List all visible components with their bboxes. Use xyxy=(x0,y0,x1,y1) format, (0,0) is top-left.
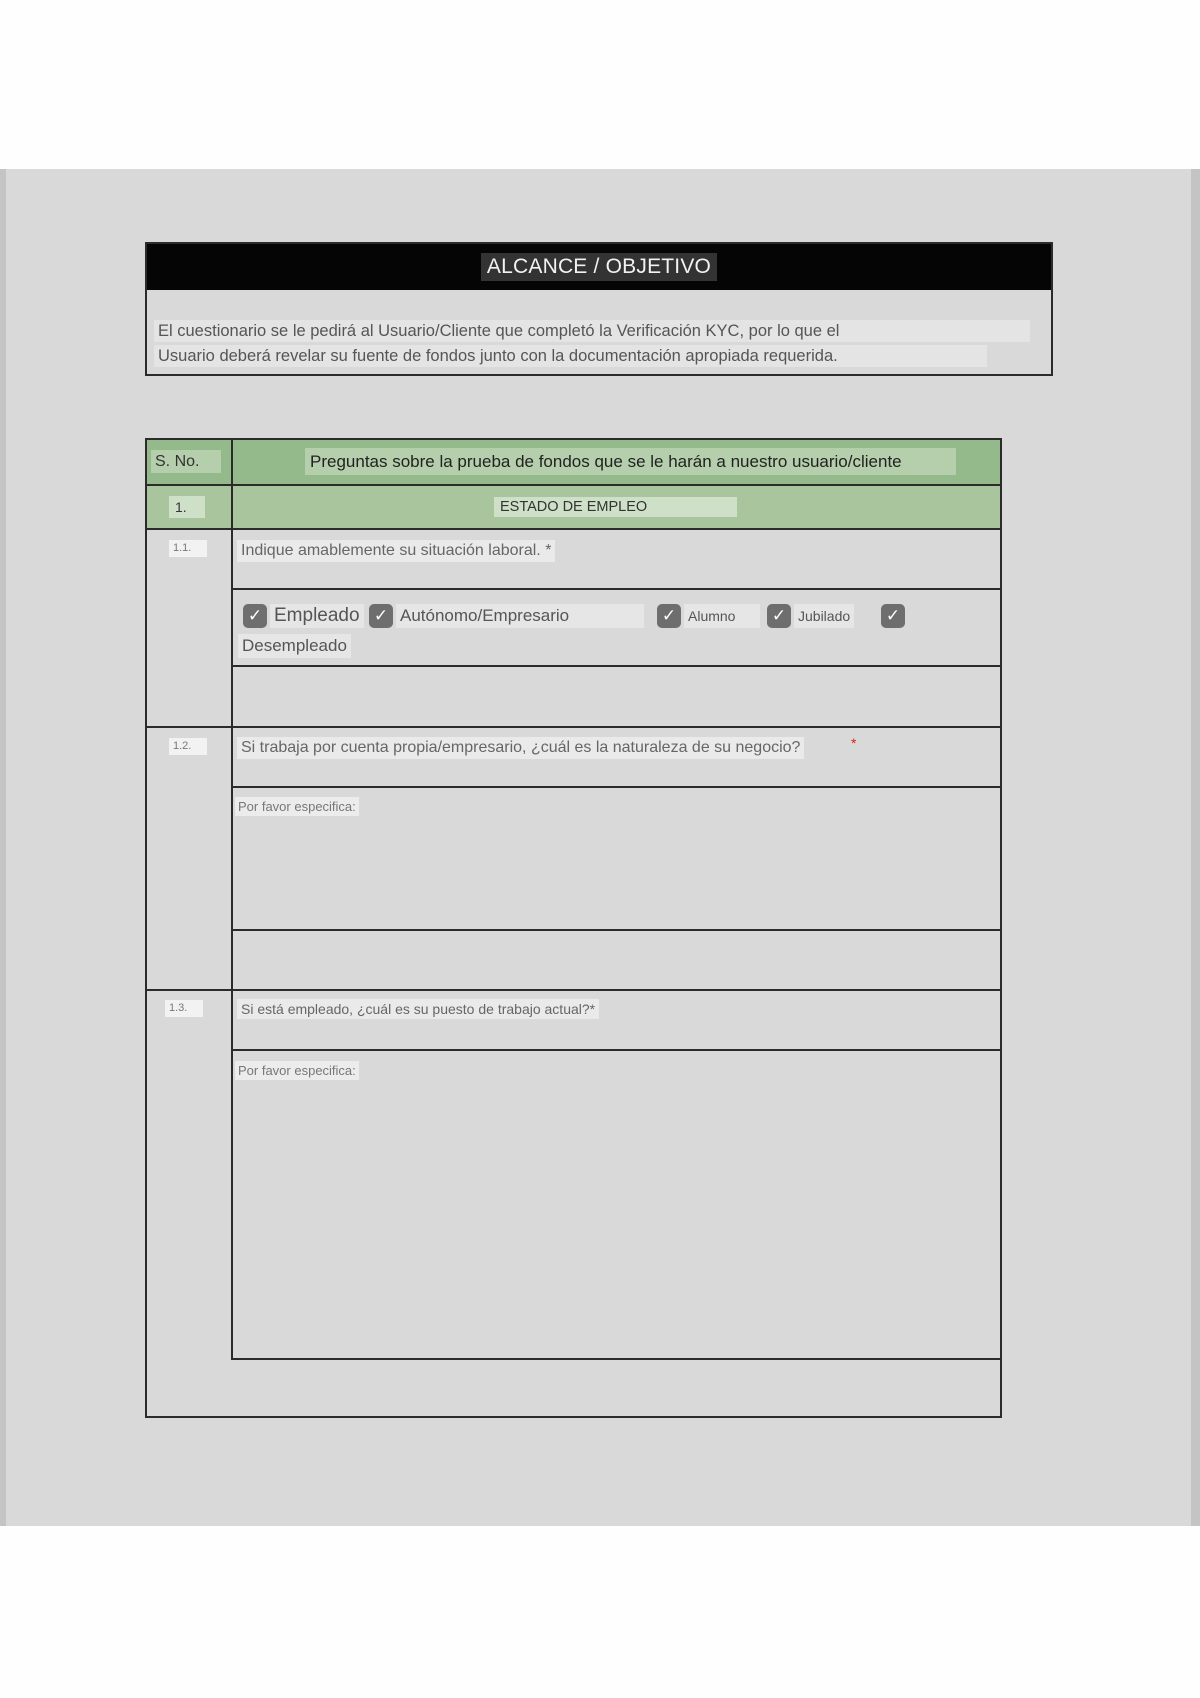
option-desempleado-checkbox[interactable] xyxy=(881,604,905,628)
checkmark-icon[interactable]: ✓ xyxy=(369,604,393,628)
spacer-row-1 xyxy=(147,667,1000,728)
questions-table xyxy=(145,438,1002,1418)
scope-box xyxy=(145,242,1053,376)
question-row-1-2 xyxy=(231,728,1000,788)
question-text-1-2-label: Si trabaja por cuenta propia/empresario, ¿cuál es la naturaleza de su negocio? xyxy=(241,739,801,756)
option-label: Empleado xyxy=(270,604,364,628)
option-autonomo[interactable] xyxy=(369,604,644,628)
checkmark-icon[interactable]: ✓ xyxy=(657,604,681,628)
question-text-1-1: Indique amablemente su situación laboral. * xyxy=(237,540,555,562)
document-page xyxy=(0,169,1200,1526)
option-jubilado[interactable] xyxy=(767,604,854,628)
checkmark-icon[interactable]: ✓ xyxy=(881,604,905,628)
option-label: Autónomo/Empresario xyxy=(396,604,644,628)
scope-text-line-1: El cuestionario se le pedirá al Usuario/Cliente que completó la Verificación KYC, por lo que el xyxy=(154,320,1030,342)
question-number-1-3: 1.3. xyxy=(165,1000,203,1017)
scope-body xyxy=(147,290,1051,367)
option-label: Jubilado xyxy=(794,604,854,628)
header-question: Preguntas sobre la prueba de fondos que se le harán a nuestro usuario/cliente xyxy=(305,448,956,475)
option-label: Alumno xyxy=(684,604,760,628)
question-text-1-3: Si está empleado, ¿cuál es su puesto de trabajo actual?* xyxy=(237,999,599,1019)
answer-area-1-3[interactable] xyxy=(231,1051,1000,1360)
question-text-1-2 xyxy=(237,737,804,759)
page-edge-right xyxy=(1191,169,1200,1526)
question-number-1-1: 1.1. xyxy=(169,540,207,557)
option-empleado[interactable] xyxy=(243,604,364,628)
specify-label-1-2: Por favor especifica: xyxy=(235,797,359,816)
header-sno: S. No. xyxy=(151,450,221,473)
required-mark: * xyxy=(851,735,857,751)
checkmark-icon[interactable]: ✓ xyxy=(243,604,267,628)
checkmark-icon[interactable]: ✓ xyxy=(767,604,791,628)
spacer-row-2 xyxy=(147,931,1000,991)
section-number: 1. xyxy=(169,496,205,518)
section-row xyxy=(147,486,1000,530)
page-edge-left xyxy=(0,169,6,1526)
table-header-row xyxy=(147,440,1000,486)
option-desempleado-label: Desempleado xyxy=(238,634,351,658)
section-title: ESTADO DE EMPLEO xyxy=(494,497,737,517)
scope-header xyxy=(147,244,1051,290)
scope-text-line-2: Usuario deberá revelar su fuente de fondos junto con la documentación apropiada requerida. xyxy=(154,345,987,367)
answer-area-1-2[interactable] xyxy=(231,788,1000,931)
option-alumno[interactable] xyxy=(657,604,760,628)
question-row-1-1 xyxy=(231,530,1000,590)
specify-label-1-3: Por favor especifica: xyxy=(235,1061,359,1080)
column-divider xyxy=(231,440,233,1360)
options-row-1-1 xyxy=(231,590,1000,667)
spacer-row-3 xyxy=(147,1360,1000,1416)
question-row-1-3 xyxy=(231,991,1000,1051)
scope-title: ALCANCE / OBJETIVO xyxy=(481,253,717,281)
question-number-1-2: 1.2. xyxy=(169,738,207,755)
